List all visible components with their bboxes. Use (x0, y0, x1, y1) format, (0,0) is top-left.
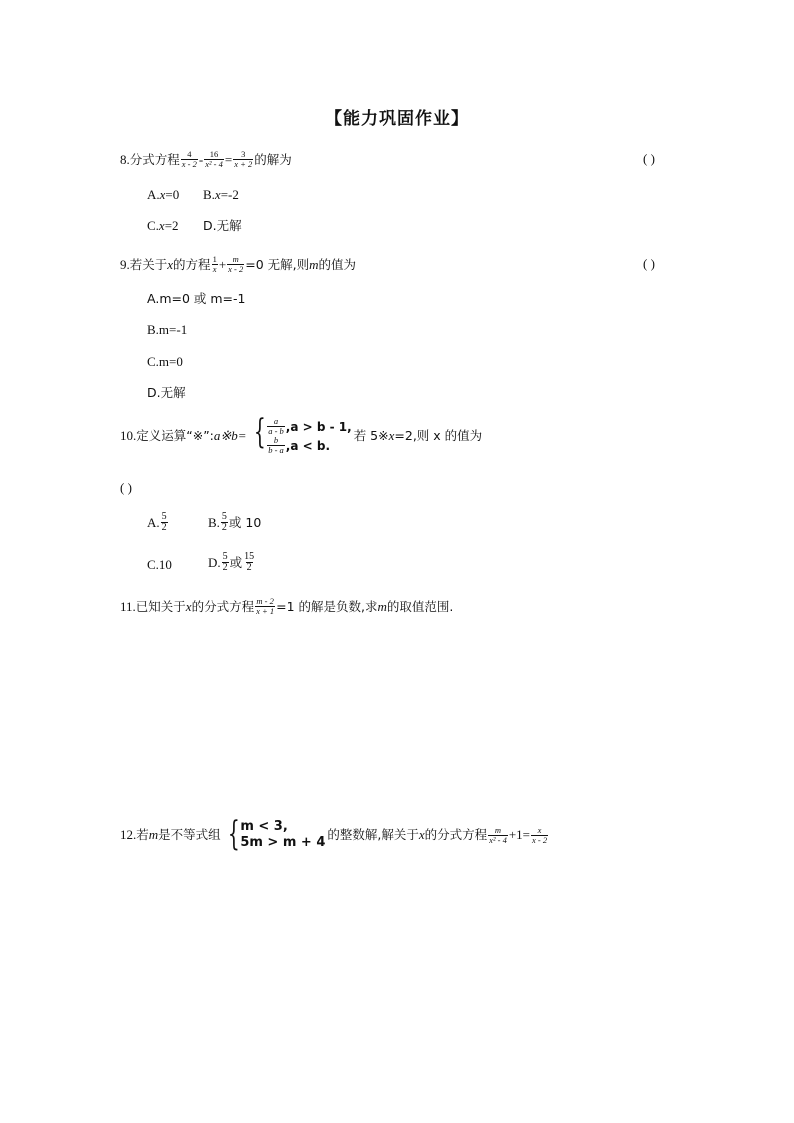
option-c: C.10 (147, 557, 172, 572)
answer-paren: ( ) (120, 480, 132, 495)
fraction: $\frac{m - 2}{x + 1}$ (256, 596, 275, 616)
option-d: D. $\frac{5}{2}$ 或 $\frac{15}{2}$ (208, 551, 255, 573)
answer-paren: ( ) (643, 256, 655, 271)
option-a: A. x =0 (147, 187, 180, 202)
option-a: A. $\frac{5}{2}$ (147, 511, 167, 533)
fraction: $\frac{4}{x - 2}$ (181, 149, 197, 169)
page-title: 【能力巩固作业】 (325, 109, 469, 129)
question-12: 12. 若 m 是不等式组 { m < 3, 5m > m + 4 的整数解,解关于 x 的分式方程 $\frac{m}{\text{x² - 4}}$ +1= $\frac{x}{x - 2}$ (120, 814, 548, 854)
question-11: 11. 已知关于 x 的分式方程 $\frac{m - 2}{x + 1}$ =1 的解是负数,求 m 的取值范围. (120, 596, 454, 616)
fraction: $\frac{16}{\text{x² - 4}}$ (205, 149, 223, 169)
fraction: $\frac{1}{x}$ (212, 254, 217, 274)
piecewise-brace: { $\frac{a}{a - b}$ ,a > b - 1, $\frac{b}{b - a}$ ,a < b. (253, 412, 352, 455)
question-10: 10. 定义运算“※”: a※b= { $\frac{a}{a - b}$ ,a > b - 1, $\frac{b}{b - a}$ ,a < b. 若 5※ x =2,则 x 的值为 (120, 412, 483, 455)
fraction: $\frac{m}{x - 2}$ (228, 254, 244, 274)
fraction: $\frac{3}{x + 2}$ (234, 149, 253, 169)
question-number: 8. (120, 151, 130, 167)
question-9: 9. 若关于 x 的方程 $\frac{1}{x}$ + $\frac{m}{x - 2}$ =0 无解,则 m 的值为 (120, 254, 357, 274)
option-d: D.无解 (147, 385, 186, 400)
option-b: B. $\frac{5}{2}$ 或 10 (208, 511, 262, 533)
option-b: B. x =-2 (203, 187, 239, 202)
question-8: 8. 分式方程 $\frac{4}{x - 2}$ - $\frac{16}{\text{x² - 4}}$ = $\frac{3}{x + 2}$ 的解为 (120, 149, 292, 169)
inequality-system-brace: { m < 3, 5m > m + 4 (227, 814, 326, 854)
option-d: D.无解 (203, 218, 242, 233)
fraction: $\frac{x}{x - 2}$ (532, 824, 548, 845)
fraction: $\frac{m}{\text{x² - 4}}$ (489, 824, 507, 845)
option-b: B. m=-1 (147, 322, 188, 337)
option-c: C. x =2 (147, 218, 179, 233)
question-text: 分式方程 (129, 151, 180, 167)
option-a: A. m=0 或 m=-1 (147, 291, 246, 306)
answer-paren: ( ) (643, 151, 655, 166)
option-c: C. m=0 (147, 354, 183, 369)
